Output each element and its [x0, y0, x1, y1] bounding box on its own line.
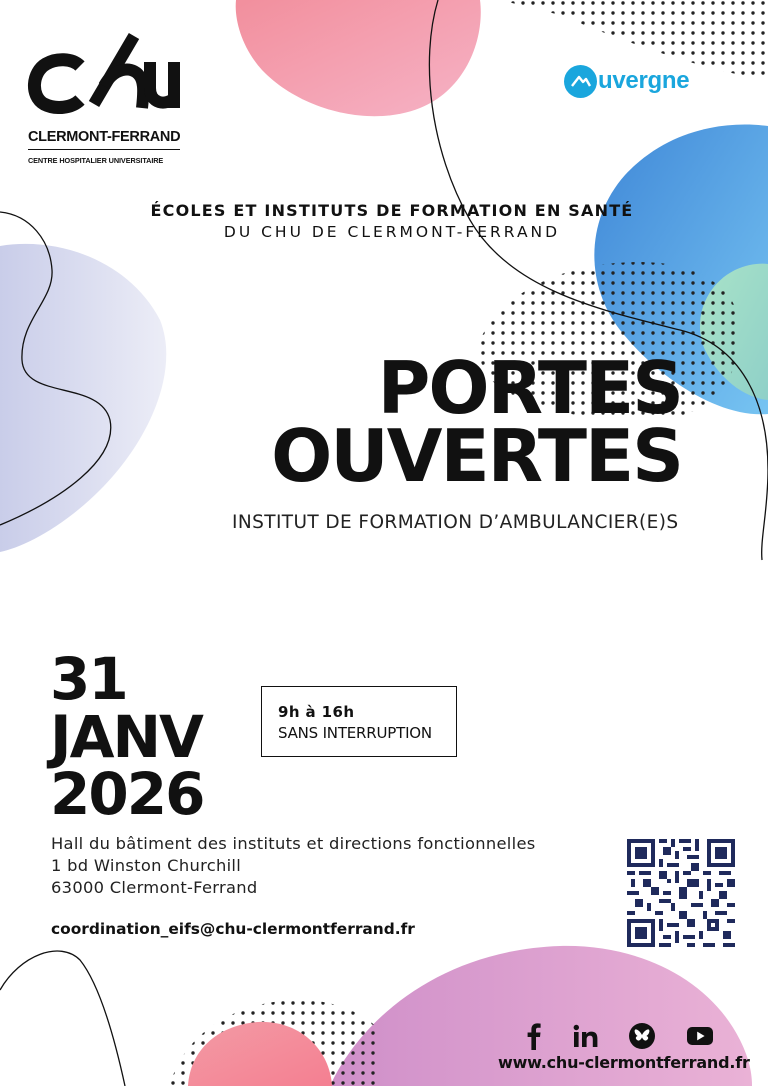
mountain-icon [564, 65, 597, 98]
date-day: 31 [50, 645, 127, 713]
social-links [520, 1019, 720, 1055]
website-link[interactable]: www.chu-clermontferrand.fr [498, 1053, 750, 1072]
hours-note: SANS INTERRUPTION [278, 724, 432, 742]
qr-code[interactable] [627, 839, 735, 947]
event-title-line1: PORTES [377, 346, 682, 430]
event-title-line2: OUVERTES [271, 414, 682, 498]
contact-email[interactable]: coordination_eifs@chu-clermontferrand.fr [51, 920, 415, 938]
linkedin-icon[interactable] [573, 1019, 599, 1053]
logo-subtitle: CENTRE HOSPITALIER UNIVERSITAIRE [28, 156, 164, 165]
address-line1: Hall du bâtiment des instituts et directions fonctionnelles [51, 834, 536, 853]
logo-divider [28, 149, 180, 150]
date-month: JANV [50, 703, 202, 771]
hours-text: 9h à 16h [278, 703, 355, 721]
chu-logo [26, 28, 186, 114]
logo-city: CLERMONT-FERRAND [28, 129, 181, 145]
youtube-icon[interactable] [686, 1019, 714, 1053]
address-line2: 1 bd Winston Churchill [51, 856, 242, 875]
schools-title: ÉCOLES ET INSTITUTS DE FORMATION EN SANTÉ [150, 201, 634, 220]
chu-logo-mark [26, 28, 186, 114]
bluesky-icon[interactable] [628, 1019, 656, 1053]
address-line3: 63000 Clermont-Ferrand [51, 878, 258, 897]
schools-subtitle: DU CHU DE CLERMONT-FERRAND [223, 223, 561, 241]
institute-name: INSTITUT DE FORMATION D’AMBULANCIER(E)S [232, 512, 679, 533]
facebook-icon[interactable] [526, 1019, 542, 1053]
hours-box [261, 686, 457, 757]
date-year: 2026 [50, 760, 204, 828]
region-name: uvergne [598, 67, 690, 94]
auvergne-logo [564, 64, 689, 98]
